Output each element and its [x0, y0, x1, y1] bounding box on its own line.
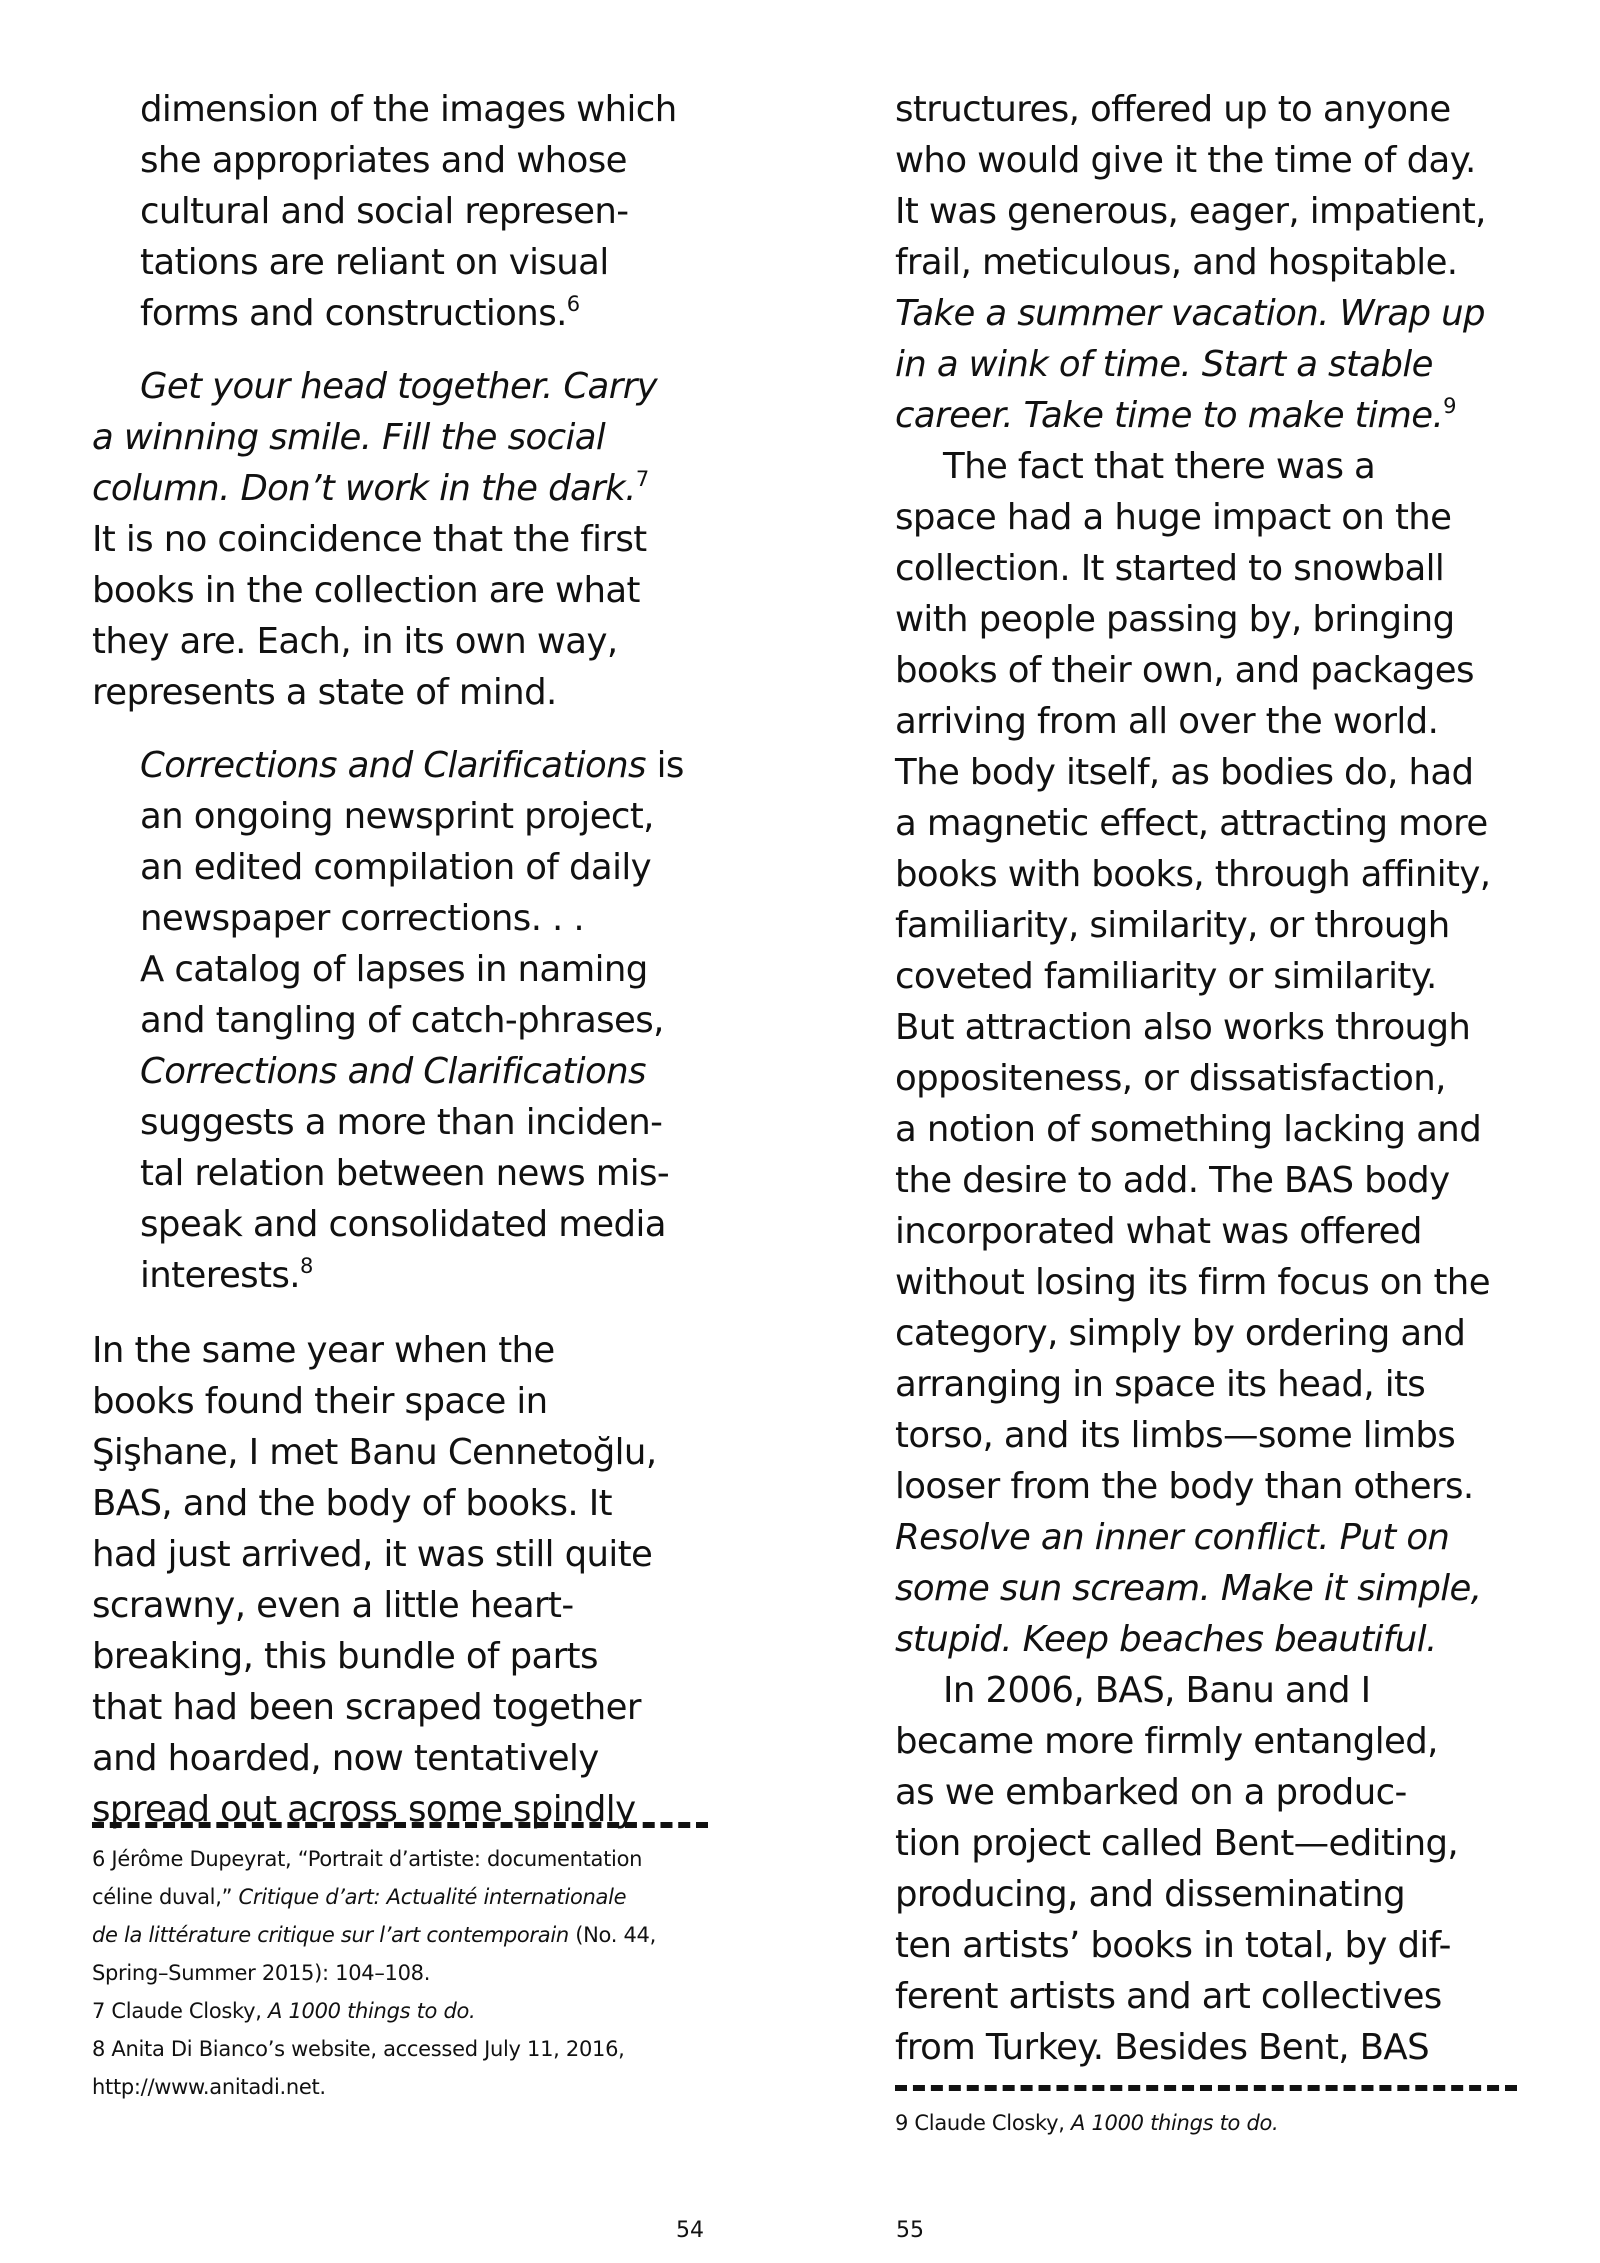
text-line: arriving from all over the world.	[895, 701, 1439, 742]
text-line: scrawny, even a little heart-	[92, 1585, 574, 1626]
footnote-line: 6 Jérôme Dupeyrat, “Portrait d’artiste: documentation	[92, 1847, 643, 1871]
text-line: tion project called Bent—editing,	[895, 1823, 1459, 1864]
text-line: Şişhane, I met Banu Cennetoğlu,	[92, 1432, 657, 1473]
text-fragment: A 1000 things to do.	[1071, 2111, 1279, 2135]
text-line: tal relation between news mis-	[140, 1153, 670, 1194]
text-line	[140, 1250, 722, 1301]
text-fragment: is	[645, 745, 684, 786]
text-line: a notion of something lacking and	[895, 1109, 1482, 1150]
text-line: suggests a more than inciden-	[140, 1102, 663, 1143]
footnote-ref-8: 8	[299, 1254, 313, 1278]
text-line: It was generous, eager, impatient,	[895, 191, 1486, 232]
text-line: torso, and its limbs—some limbs	[895, 1415, 1456, 1456]
text-fragment: Critique d’art: Actualité internationale	[238, 1885, 627, 1909]
text-fragment: forms and constructions.	[140, 293, 567, 334]
text-line: with people passing by, bringing	[895, 599, 1455, 640]
text-line: she appropriates and whose	[140, 140, 627, 181]
text-line: structures, offered up to anyone	[895, 89, 1451, 130]
text-fragment: céline duval,”	[92, 1885, 239, 1909]
footnote-line	[92, 1916, 732, 1954]
paragraph-get-your-head-together	[92, 361, 722, 718]
text-line: and tangling of catch-phrases,	[140, 1000, 664, 1041]
footnote-line: Spring–Summer 2015): 104–108.	[92, 1961, 431, 1985]
text-line: BAS, and the body of books. It	[92, 1483, 612, 1524]
text-line: incorporated what was offered	[895, 1211, 1422, 1252]
footnote-line: 8 Anita Di Bianco’s website, accessed July 11, 2016,	[92, 2037, 625, 2061]
text-line: A catalog of lapses in naming	[140, 949, 648, 990]
text-line: books found their space in	[92, 1381, 548, 1422]
text-line: In 2006, BAS, Banu and I	[943, 1670, 1371, 1711]
text-line: frail, meticulous, and hospitable.	[895, 242, 1458, 283]
footnote-line	[895, 2104, 1535, 2142]
text-line: that had been scraped together	[92, 1687, 641, 1728]
footnote-divider	[895, 2085, 1517, 2091]
text-line: and hoarded, now tentatively	[92, 1738, 599, 1779]
text-line: the desire to add. The BAS body	[895, 1160, 1450, 1201]
text-line: spread out across some spindly	[92, 1789, 636, 1830]
footnote-8	[92, 2030, 732, 2106]
italic-line: a winning smile. Fill the social	[92, 417, 606, 458]
text-line: ferent artists and art collectives	[895, 1976, 1442, 2017]
italic-line: stupid. Keep beaches beautiful.	[895, 1619, 1437, 1660]
text-fragment: (No. 44,	[568, 1923, 656, 1947]
text-line: a magnetic effect, attracting more	[895, 803, 1488, 844]
paragraph-structures	[895, 84, 1525, 441]
right-footnotes	[895, 2104, 1535, 2142]
text-line: space had a huge impact on the	[895, 497, 1452, 538]
italic-line: Get your head together. Carry	[140, 366, 658, 407]
text-line: an edited compilation of daily	[140, 847, 651, 888]
paragraph-fact-that-there-was-a-space	[895, 441, 1525, 1665]
footnote-line	[92, 1992, 732, 2030]
text-line: an ongoing newsprint project,	[140, 796, 654, 837]
italic-line: in a wink of time. Start a stable	[895, 344, 1433, 385]
text-fragment: Corrections and Clarifications	[140, 745, 646, 786]
paragraph-same-year	[92, 1325, 722, 1835]
text-line: The fact that there was a	[943, 446, 1376, 487]
text-line: In the same year when the	[92, 1330, 555, 1371]
text-line	[92, 463, 722, 514]
text-line	[895, 390, 1525, 441]
right-page	[800, 0, 1600, 2263]
text-fragment: interests.	[140, 1255, 300, 1296]
left-footnotes	[92, 1840, 732, 2106]
text-line: represents a state of mind.	[92, 672, 557, 713]
text-line: cultural and social represen-	[140, 191, 629, 232]
text-line: It is no coincidence that the first	[92, 519, 647, 560]
footnote-line	[92, 1878, 732, 1916]
page-number: 55	[896, 2218, 924, 2243]
italic-line: Resolve an inner conflict. Put on	[895, 1517, 1450, 1558]
footnote-divider	[92, 1822, 708, 1828]
text-line: oppositeness, or dissatisfaction,	[895, 1058, 1446, 1099]
text-line: arranging in space its head, its	[895, 1364, 1426, 1405]
footnote-ref-9: 9	[1443, 394, 1456, 418]
footnote-9	[895, 2104, 1535, 2142]
text-fragment: A 1000 things to do.	[268, 1999, 476, 2023]
paragraph-in-2006	[895, 1665, 1525, 2073]
text-fragment: column. Don’t work in the dark.	[92, 468, 636, 509]
text-line: tations are reliant on visual	[140, 242, 609, 283]
text-line: from Turkey. Besides Bent, BAS	[895, 2027, 1430, 2068]
text-fragment: 7 Claude Closky,	[92, 1999, 269, 2023]
text-line: collection. It started to snowball	[895, 548, 1445, 589]
footnote-ref-7: 7	[635, 467, 649, 491]
text-line	[140, 288, 722, 339]
left-text-column	[92, 84, 722, 1835]
text-line: books in the collection are what	[92, 570, 640, 611]
text-fragment: career. Take time to make time.	[895, 395, 1444, 436]
text-fragment: 9 Claude Closky,	[895, 2111, 1072, 2135]
text-line: had just arrived, it was still quite	[92, 1534, 653, 1575]
right-text-column	[895, 84, 1525, 2073]
text-line: looser from the body than others.	[895, 1466, 1474, 1507]
text-line: speak and consolidated media	[140, 1204, 666, 1245]
footnote-6	[92, 1840, 732, 1992]
text-line	[140, 740, 722, 791]
text-line: coveted familiarity or similarity.	[895, 956, 1437, 997]
footnote-line: http://www.anitadi.net.	[92, 2075, 326, 2099]
page-number: 54	[676, 2218, 704, 2243]
text-line: breaking, this bundle of parts	[92, 1636, 598, 1677]
text-line: But attraction also works through	[895, 1007, 1471, 1048]
text-line: became more firmly entangled,	[895, 1721, 1438, 1762]
text-line: category, simply by ordering and	[895, 1313, 1466, 1354]
text-line: who would give it the time of day.	[895, 140, 1476, 181]
text-line: newspaper corrections. . .	[140, 898, 585, 939]
text-line: producing, and disseminating	[895, 1874, 1406, 1915]
text-line: dimension of the images which	[140, 89, 677, 130]
text-line: books with books, through affinity,	[895, 854, 1491, 895]
text-line: without losing its firm focus on the	[895, 1262, 1490, 1303]
text-line: books of their own, and packages	[895, 650, 1474, 691]
text-fragment: de la littérature critique sur l’art contemporain	[92, 1923, 569, 1947]
text-line: familiarity, similarity, or through	[895, 905, 1450, 946]
text-line: as we embarked on a produc-	[895, 1772, 1407, 1813]
italic-line: Corrections and Clarifications	[140, 1051, 646, 1092]
text-line: The body itself, as bodies do, had	[895, 752, 1474, 793]
paragraph-corrections-and-clarifications	[92, 740, 722, 1301]
text-line: they are. Each, in its own way,	[92, 621, 618, 662]
footnote-7	[92, 1992, 732, 2030]
paragraph-image-dimension	[92, 84, 722, 339]
italic-line: Take a summer vacation. Wrap up	[895, 293, 1485, 334]
italic-line: some sun scream. Make it simple,	[895, 1568, 1482, 1609]
text-line: ten artists’ books in total, by dif-	[895, 1925, 1451, 1966]
footnote-ref-6: 6	[566, 292, 580, 316]
